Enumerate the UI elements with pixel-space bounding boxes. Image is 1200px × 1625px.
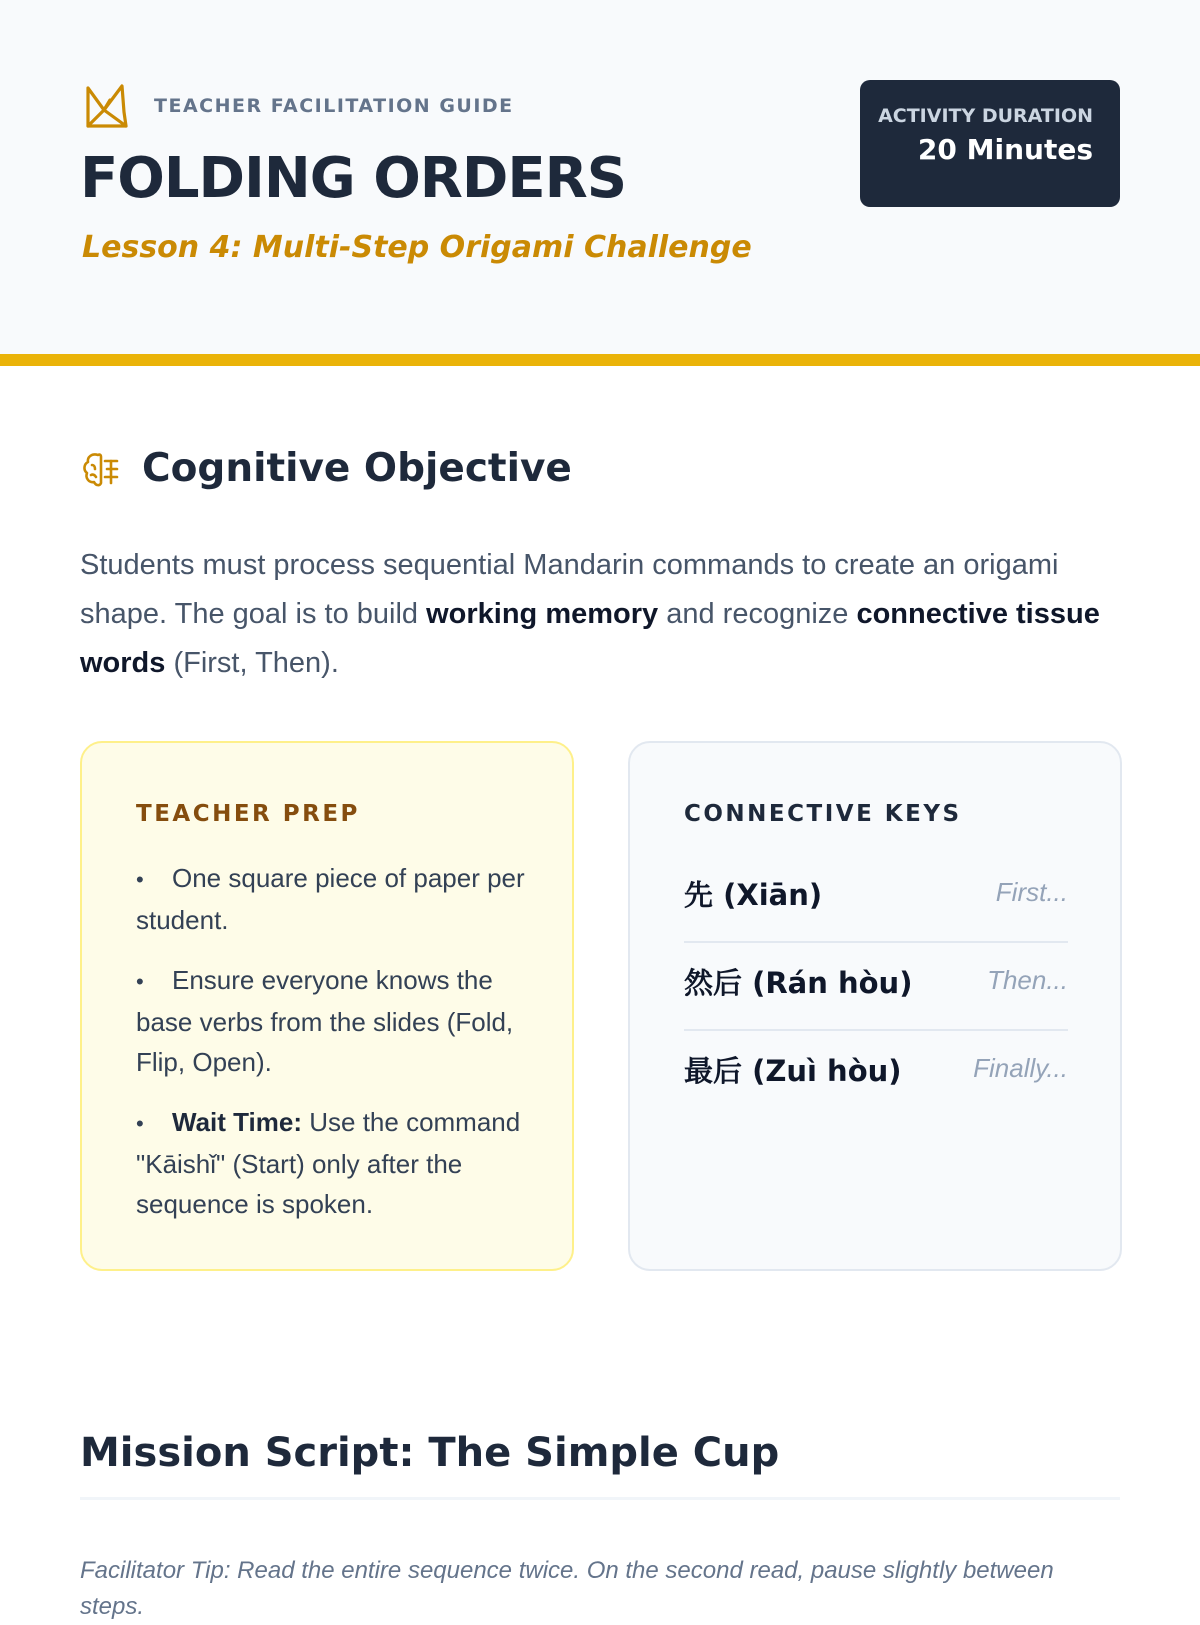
keys-list [684, 855, 1068, 1119]
item-text: Use the command "Kāishǐ" (Start) only after the sequence is spoken. [136, 1107, 521, 1219]
objective-text-part: and recognize [658, 598, 857, 630]
card-label: CONNECTIVE KEYS [684, 801, 962, 827]
bullet-icon: • [136, 969, 144, 994]
objective-text-part: Students must process sequential Mandarin commands to create an origami shape. The goal is to build [80, 549, 1059, 630]
item-text: One square piece of paper per student. [136, 863, 525, 935]
page-title: FOLDING ORDERS [80, 146, 627, 211]
mission-heading: Mission Script: The Simple Cup [80, 1430, 780, 1476]
eyebrow [82, 82, 514, 130]
duration-badge [860, 80, 1120, 207]
key-row [684, 855, 1068, 943]
key-row [684, 1031, 1068, 1119]
key-gloss: Finally... [973, 1053, 1068, 1083]
paper-crane-icon [82, 82, 130, 130]
list-item [136, 1102, 536, 1224]
list-item [136, 858, 536, 940]
list-item [136, 960, 536, 1082]
header [0, 0, 1200, 354]
objective-text-part: (First, Then). [165, 647, 339, 679]
guide-label: TEACHER FACILITATION GUIDE [154, 95, 514, 117]
duration-value: 20 Minutes [917, 133, 1093, 166]
facilitator-tip: Facilitator Tip: Read the entire sequence twice. On the second read, pause slightly between steps. [80, 1557, 1054, 1620]
prep-list [136, 858, 536, 1244]
objective-heading [80, 446, 572, 491]
bullet-icon: • [136, 1111, 144, 1136]
mission-divider [80, 1497, 1120, 1500]
duration-label: ACTIVITY DURATION [878, 105, 1093, 127]
objective-emphasis: working memory [426, 598, 659, 630]
lesson-subtitle: Lesson 4: Multi-Step Origami Challenge [82, 230, 752, 265]
key-row [684, 943, 1068, 1031]
card-label: TEACHER PREP [136, 801, 360, 827]
key-term: 先 (Xiān) [684, 878, 823, 912]
item-emphasis: Wait Time: [172, 1107, 303, 1137]
item-text: Ensure everyone knows the base verbs from the slides (Fold, Flip, Open). [136, 965, 514, 1077]
key-term: 最后 (Zuì hòu) [684, 1054, 902, 1088]
teacher-prep-card [80, 741, 574, 1271]
connective-keys-card [628, 741, 1122, 1271]
bullet-icon: • [136, 867, 144, 892]
key-gloss: Then... [987, 965, 1068, 995]
brain-icon [80, 449, 120, 489]
section-title: Cognitive Objective [142, 446, 572, 491]
header-divider [0, 354, 1200, 366]
key-term: 然后 (Rán hòu) [684, 966, 913, 1000]
objective-text [80, 541, 1120, 688]
objective-emphasis: connective tissue words [80, 598, 1100, 679]
key-gloss: First... [995, 877, 1068, 907]
